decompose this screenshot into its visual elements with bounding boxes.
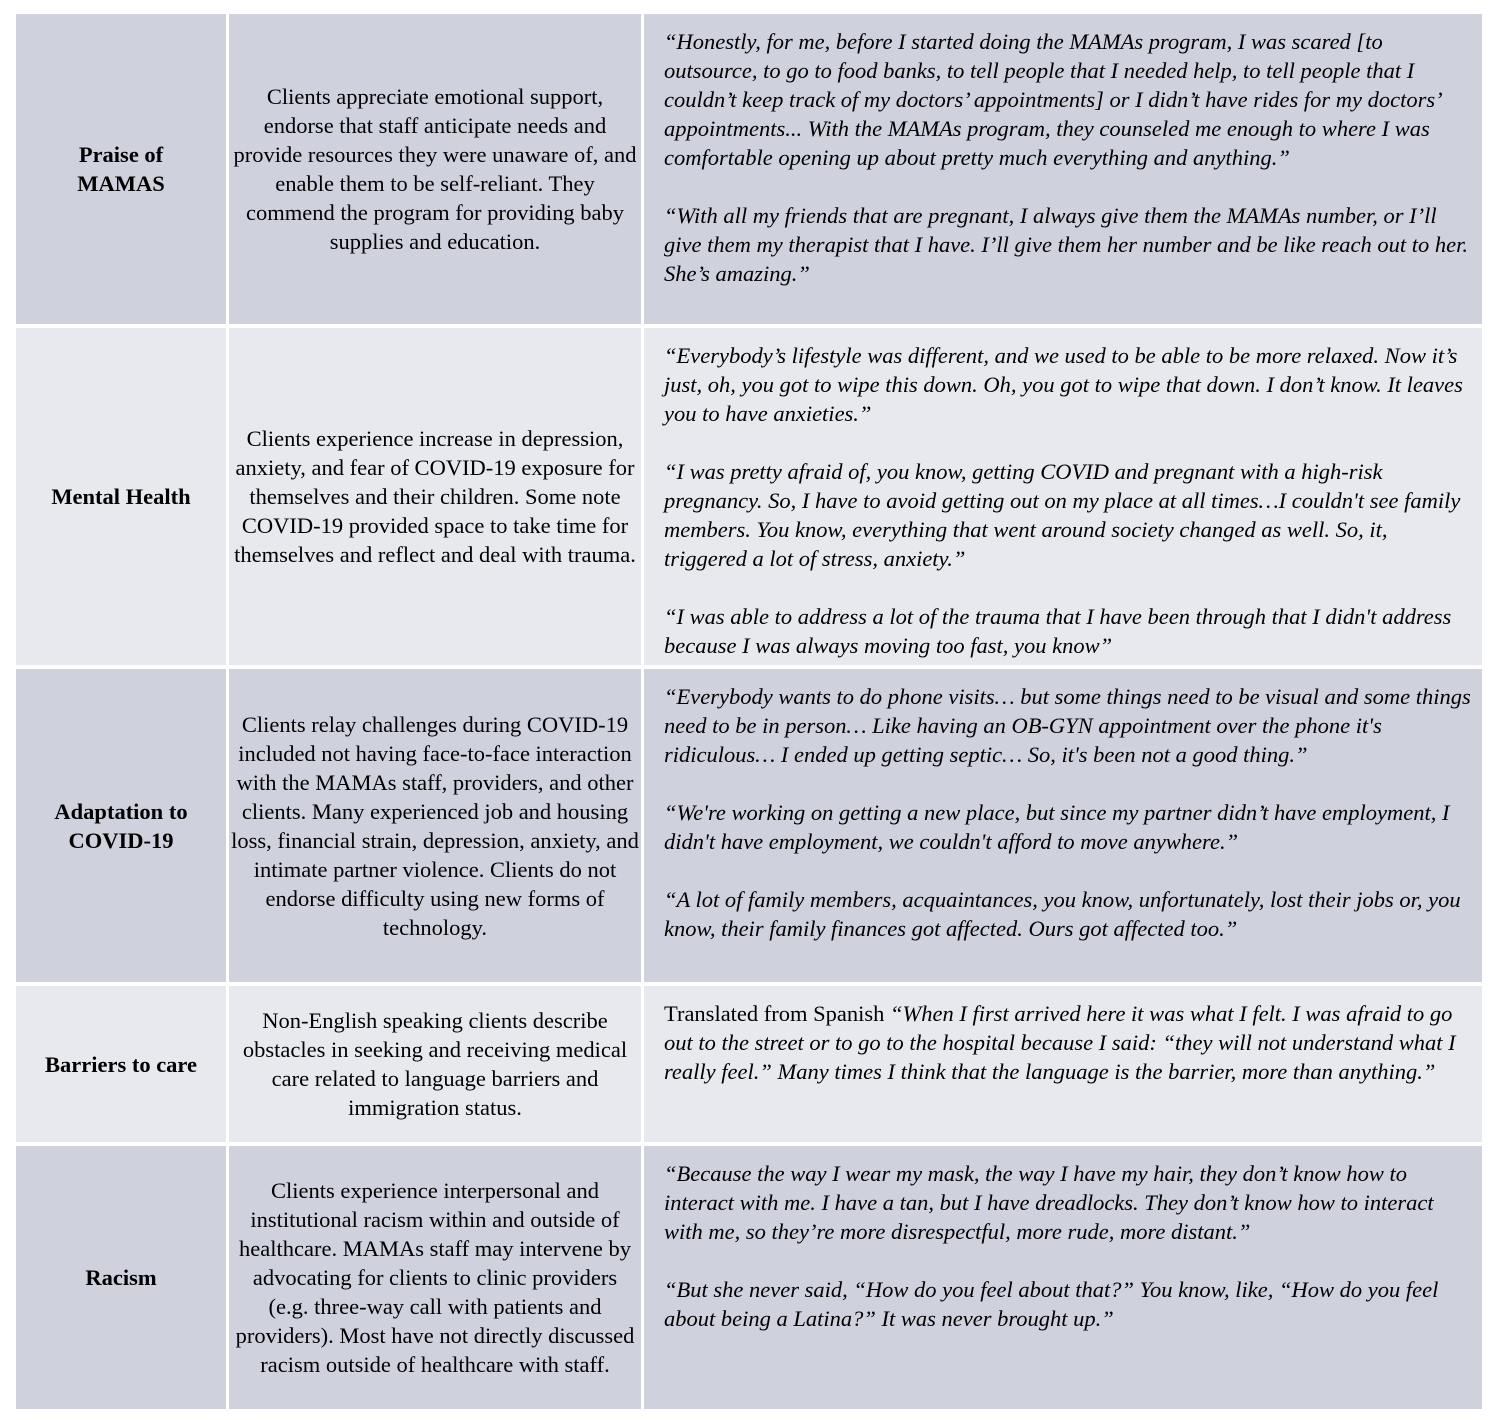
quote: “Everybody wants to do phone visits… but some things need to be visual and some things need to be in person… Like having an OB-GYN appointment over the phone it's ridiculous… I ended up getting septic… So, it's been not a good thing.”	[664, 684, 1471, 767]
quote-lead: Translated from Spanish	[664, 1001, 885, 1026]
quote: “Everybody’s lifestyle was different, and we used to be able to be more relaxed. Now it’s just, oh, you got to wipe this down. Oh, you got to wipe that down. I don’t know. It leaves you to have anxieties.”	[664, 343, 1463, 426]
quote: “Honestly, for me, before I started doing the MAMAs program, I was scared [to outsource, to go to food banks, to tell people that I needed help, to tell people that I couldn’t keep track of my doctors’ appointments] or I didn’t have rides for my doctors’ appointments... With the MAMAs program, they counseled me enough to where I was comfortable opening up about pretty much everything and anything.”	[664, 29, 1441, 170]
quotes-cell	[644, 1146, 1482, 1409]
quotes-cell	[644, 669, 1482, 982]
theme-cell: Mental Health	[16, 328, 226, 665]
description-cell: Clients experience interpersonal and institutional racism within and outside of healthcare. MAMAs staff may intervene by advocating for clients to clinic providers (e.g. three-way call with patients and providers). Most have not directly discussed racism outside of healthcare with staff.	[229, 1146, 641, 1409]
quotes-cell	[644, 328, 1482, 665]
quote: “I was able to address a lot of the trauma that I have been through that I didn't address because I was always moving too fast, you know”	[664, 604, 1452, 658]
theme-cell: Adaptation to COVID-19	[16, 669, 226, 982]
quote: “With all my friends that are pregnant, I always give them the MAMAs number, or I’ll give them my therapist that I have. I’ll give them her number and be like reach out to her. She’s amazing.”	[664, 203, 1468, 286]
quote: “Because the way I wear my mask, the way I have my hair, they don’t know how to interact with me. I have a tan, but I have dreadlocks. They don’t know how to interact with me, so they’re more disrespectful, more rude, more distant.”	[664, 1161, 1434, 1244]
table-row	[16, 328, 1482, 665]
description-cell: Clients relay challenges during COVID-19 included not having face-to-face interaction with the MAMAs staff, providers, and other clients. Many experienced job and housing loss, financial strain, depression, anxiety, and intimate partner violence. Clients do not endorse difficulty using new forms of technology.	[229, 669, 641, 982]
quote: “We're working on getting a new place, but since my partner didn’t have employment, I didn't have employment, we couldn't afford to move anywhere.”	[664, 800, 1450, 854]
quotes-cell	[644, 986, 1482, 1142]
theme-cell: Barriers to care	[16, 986, 226, 1142]
table-row	[16, 669, 1482, 982]
table-row	[16, 986, 1482, 1142]
quote: “I was pretty afraid of, you know, getting COVID and pregnant with a high-risk pregnancy. So, I have to avoid getting out on my place at all times…I couldn't see family members. You know, everything that went around society changed as well. So, it, triggered a lot of stress, anxiety.”	[664, 459, 1461, 571]
table-row	[16, 14, 1482, 324]
themes-table	[16, 14, 1482, 1409]
theme-cell: Praise of MAMAS	[16, 14, 226, 324]
description-cell: Non-English speaking clients describe obstacles in seeking and receiving medical care related to language barriers and immigration status.	[229, 986, 641, 1142]
quote: “A lot of family members, acquaintances, you know, unfortunately, lost their jobs or, you know, their family finances got affected. Ours got affected too.”	[664, 887, 1461, 941]
quotes-cell	[644, 14, 1482, 324]
quote	[664, 999, 1472, 1086]
description-cell: Clients experience increase in depression, anxiety, and fear of COVID-19 exposure for themselves and their children. Some note COVID-19 provided space to take time for themselves and reflect and deal with trauma.	[229, 328, 641, 665]
description-cell: Clients appreciate emotional support, endorse that staff anticipate needs and provide resources they were unaware of, and enable them to be self-reliant. They commend the program for providing baby supplies and education.	[229, 14, 641, 324]
quote-text: “When I first arrived here it was what I felt. I was afraid to go out to the street or to go to the hospital because I said: “they will not understand what I really feel.” Many times I think that the language is the barrier, more than anything.”	[664, 1001, 1456, 1084]
quote: “But she never said, “How do you feel about that?” You know, like, “How do you feel about being a Latina?” It was never brought up.”	[664, 1277, 1439, 1331]
table-row	[16, 1146, 1482, 1409]
theme-cell: Racism	[16, 1146, 226, 1409]
